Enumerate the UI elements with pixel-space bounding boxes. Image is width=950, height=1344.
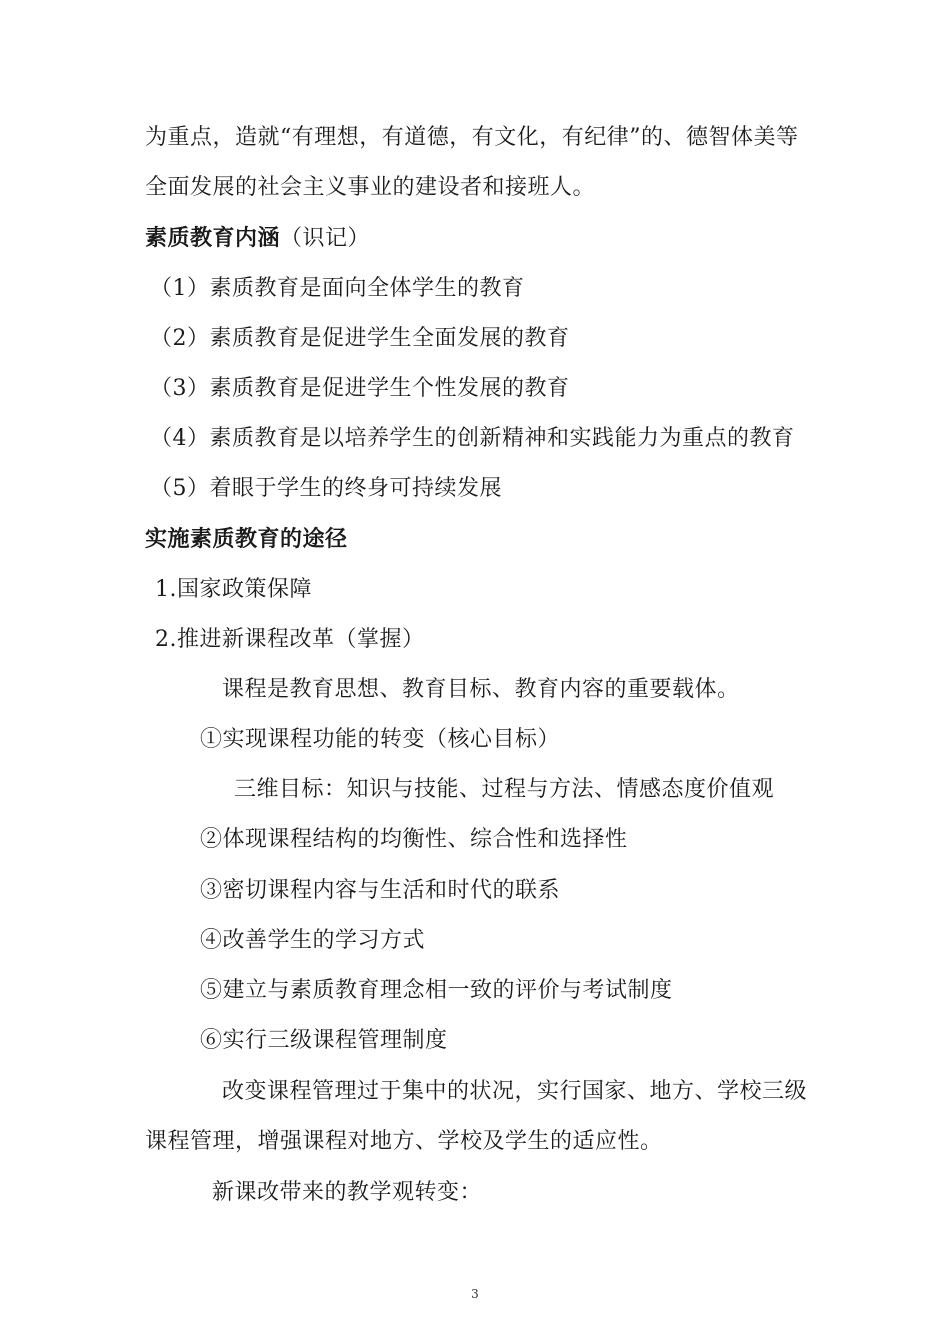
reform-point-3: ③密切课程内容与生活和时代的联系 <box>200 878 561 903</box>
section-heading-note: （识记） <box>280 226 371 251</box>
page-number: 3 <box>471 1287 479 1301</box>
reform-point-6: ⑥实行三级课程管理制度 <box>200 1028 448 1053</box>
three-dimension-goals: 三维目标：知识与技能、过程与方法、情感态度价值观 <box>234 777 775 802</box>
connotation-item-3: （3）素质教育是促进学生个性发展的教育 <box>150 376 570 401</box>
management-paragraph-line-1: 改变课程管理过于集中的状况，实行国家、地方、学校三级 <box>222 1079 808 1104</box>
curriculum-definition: 课程是教育思想、教育目标、教育内容的重要载体。 <box>222 677 740 702</box>
section-heading-implementation-paths: 实施素质教育的途径 <box>145 527 348 552</box>
connotation-item-5: （5）着眼于学生的终身可持续发展 <box>150 476 502 501</box>
section-heading-quality-education-connotation <box>145 224 370 254</box>
intro-paragraph-line-1: 为重点，造就“有理想，有道德，有文化，有纪律”的、德智体美等 <box>145 125 799 150</box>
teaching-change-heading: 新课改带来的教学观转变： <box>212 1180 483 1205</box>
connotation-item-2: （2）素质教育是促进学生全面发展的教育 <box>150 326 570 351</box>
connotation-item-4: （4）素质教育是以培养学生的创新精神和实践能力为重点的教育 <box>150 426 795 451</box>
path-item-1: 1.国家政策保障 <box>155 577 312 602</box>
management-paragraph-line-2: 课程管理，增强课程对地方、学校及学生的适应性。 <box>145 1129 663 1154</box>
connotation-item-1: （1）素质教育是面向全体学生的教育 <box>150 276 525 301</box>
reform-point-5: ⑤建立与素质教育理念相一致的评价与考试制度 <box>200 978 673 1003</box>
intro-paragraph-line-2: 全面发展的社会主义事业的建设者和接班人。 <box>145 175 596 200</box>
reform-point-2: ②体现课程结构的均衡性、综合性和选择性 <box>200 827 628 852</box>
path-item-2: 2.推进新课程改革（掌握） <box>155 627 425 652</box>
reform-point-4: ④改善学生的学习方式 <box>200 928 426 953</box>
reform-point-1: ①实现课程功能的转变（核心目标） <box>200 727 561 752</box>
section-heading-title: 素质教育内涵 <box>145 226 281 251</box>
